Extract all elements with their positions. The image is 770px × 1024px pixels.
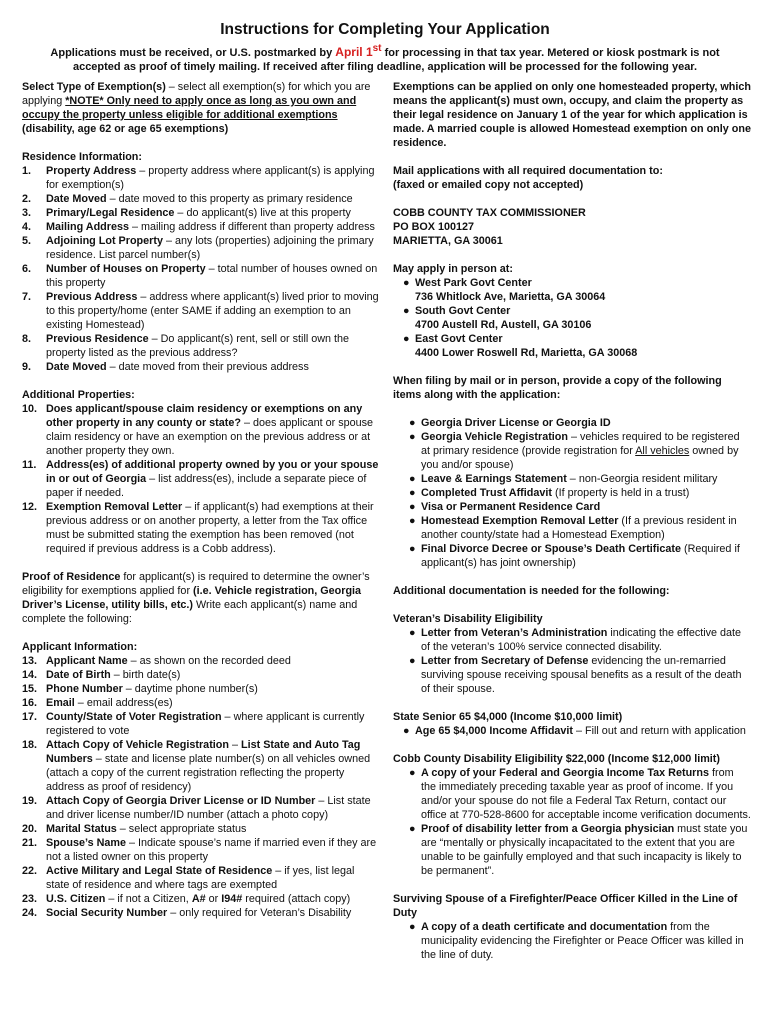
right-column <box>393 80 751 962</box>
veteran-list <box>393 626 751 696</box>
homestead-note: Exemptions can be applied on only one homesteaded property, which means the applicant(s) must own, occupy, and claim the property as their legal residence on January 1 of the year for which application is made. A married couple is allowed Homestead exemption on only one residence. <box>393 81 751 149</box>
item-number: 20. <box>22 823 38 835</box>
disability-list <box>393 766 751 878</box>
item-label: Date Moved <box>46 193 107 205</box>
list-item <box>393 416 751 430</box>
location-address: 4400 Lower Roswell Rd, Marietta, GA 30068 <box>415 347 638 359</box>
list-item <box>22 696 380 710</box>
exemption-type-label: Select Type of Exemption(s) <box>22 81 166 93</box>
item-label: Leave & Earnings Statement <box>421 473 567 485</box>
bullet-icon: ● <box>403 725 410 737</box>
list-item <box>393 724 751 738</box>
item-label: Date of Birth <box>46 669 111 681</box>
list-item <box>22 458 380 500</box>
item-label: Property Address <box>46 165 137 177</box>
bullet-icon: ● <box>409 473 416 485</box>
item-label: Completed Trust Affidavit <box>421 487 552 499</box>
list-item <box>22 892 380 906</box>
item-number: 13. <box>22 655 38 667</box>
item-number: 19. <box>22 795 38 807</box>
item-number: 23. <box>22 893 38 905</box>
deadline-notice <box>32 42 738 74</box>
item-label: Georgia Driver License or Georgia ID <box>421 417 611 429</box>
additional-properties-list <box>22 402 380 556</box>
item-label: Phone Number <box>46 683 123 695</box>
item-text: from the municipality evidencing the Firefighter or Peace Officer was killed in the line of duty. <box>421 921 744 961</box>
list-item <box>22 710 380 738</box>
senior-heading: State Senior 65 $4,000 (Income $10,000 limit) <box>393 711 623 723</box>
item-number: 10. <box>22 403 38 415</box>
item-label: County/State of Voter Registration <box>46 711 222 723</box>
bullet-icon: ● <box>409 627 416 639</box>
list-item <box>22 738 380 794</box>
item-label: Homestead Exemption Removal Letter <box>421 515 619 527</box>
address-line: PO BOX 100127 <box>393 221 475 233</box>
left-column <box>22 80 380 920</box>
item-text-tertiary: required (attach copy) <box>242 893 351 905</box>
bullet-icon: ● <box>409 487 416 499</box>
item-text: – does applicant or spouse claim residency or have an exemption on the previous address or at another property they own. <box>46 417 374 457</box>
item-label: Exemption Removal Letter <box>46 501 183 513</box>
item-text: – List state and driver license number/ID number (attach a photo copy) <box>46 795 371 821</box>
applicant-list <box>22 654 380 920</box>
item-text: – if yes, list legal state of residence and where tags are exempted <box>46 865 355 891</box>
list-item <box>393 654 751 696</box>
bullet-icon: ● <box>409 655 416 667</box>
bullet-icon: ● <box>409 501 416 513</box>
item-label: Applicant Name <box>46 655 128 667</box>
item-text: (Required if applicant(s) has joint ownership) <box>421 543 740 569</box>
item-label: Spouse’s Name <box>46 837 127 849</box>
item-number: 14. <box>22 669 38 681</box>
proof-text: for applicant(s) is required to determine the owner’s eligibility for exemptions applied for <box>22 571 370 597</box>
item-text: – any lots (properties) adjoining the primary residence. List parcel number(s) <box>46 235 374 261</box>
disability-heading: Cobb County Disability Eligibility $22,000 (Income $12,000 limit) <box>393 753 720 765</box>
bullet-icon: ● <box>409 515 416 527</box>
list-item <box>22 164 380 192</box>
proof-of-residence <box>22 570 380 626</box>
item-label: Attach Copy of Vehicle Registration <box>46 739 229 751</box>
item-label: Mailing Address <box>46 221 129 233</box>
exemption-type-extra: (disability, age 62 or age 65 exemptions) <box>22 123 229 135</box>
veteran-heading: Veteran’s Disability Eligibility <box>393 613 543 625</box>
item-text-secondary: or <box>205 893 222 905</box>
list-item <box>393 276 751 304</box>
bullet-icon: ● <box>403 333 410 345</box>
item-text: (If property is held in a trust) <box>551 487 690 499</box>
item-text-secondary: – state and license plate number(s) on all vehicles owned (attach a copy of the current registration reflecting the property address as proof of residency) <box>46 753 371 793</box>
proof-label: Proof of Residence <box>22 571 121 583</box>
bullet-icon: ● <box>409 431 416 443</box>
item-text: – do applicant(s) live at this property <box>174 207 351 219</box>
list-item <box>393 626 751 654</box>
item-label: Attach Copy of Georgia Driver License or ID Number <box>46 795 316 807</box>
item-text: – date moved to this property as primary residence <box>106 193 353 205</box>
item-label-tertiary: I94# <box>221 893 243 905</box>
item-text: – Do applicant(s) rent, sell or still own the property listed as the previous address? <box>46 333 350 359</box>
list-item <box>393 500 751 514</box>
residence-list <box>22 164 380 374</box>
item-text: – birth date(s) <box>110 669 181 681</box>
list-item <box>393 920 751 962</box>
list-item <box>22 290 380 332</box>
list-item <box>22 654 380 668</box>
item-number: 22. <box>22 865 38 877</box>
item-text: – vehicles required to be registered at primary residence (provide registration for <box>421 431 740 457</box>
item-text: – if not a Citizen, <box>105 893 192 905</box>
additional-properties-heading: Additional Properties: <box>22 389 135 401</box>
list-item <box>22 668 380 682</box>
item-label: A copy of a death certificate and documentation <box>421 921 668 933</box>
firefighter-heading: Surviving Spouse of a Firefighter/Peace Officer Killed in the Line of Duty <box>393 893 738 919</box>
item-number: 12. <box>22 501 38 513</box>
location-name: East Govt Center <box>415 333 503 345</box>
item-number: 11. <box>22 459 37 471</box>
item-label: Age 65 $4,000 Income Affidavit <box>415 725 574 737</box>
deadline-text-1: Applications must be received, or U.S. postmarked by <box>50 47 336 59</box>
item-label: Visa or Permanent Residence Card <box>421 501 601 513</box>
bullet-icon: ● <box>403 277 410 289</box>
item-label: Date Moved <box>46 361 107 373</box>
exemption-type-text: – select all exemption(s) for which you are applying <box>22 81 371 107</box>
item-number: 16. <box>22 697 38 709</box>
bullet-icon: ● <box>409 417 416 429</box>
item-text: – select appropriate status <box>116 823 247 835</box>
deadline-date <box>335 45 381 59</box>
mail-note: (faxed or emailed copy not accepted) <box>393 179 584 191</box>
list-item <box>22 836 380 864</box>
mail-intro: Mail applications with all required documentation to: <box>393 165 663 177</box>
item-text: – mailing address if different than property address <box>129 221 375 233</box>
item-number: 3. <box>22 207 32 219</box>
item-number: 18. <box>22 739 38 751</box>
item-text: – list address(es), include a separate piece of paper if needed. <box>46 473 367 499</box>
item-text: from the immediately preceding taxable year as proof of income. If you and/or your spouse do not file a Federal Tax Return, contact our office at 770-528-8600 for acceptable income verification documents. <box>421 767 751 821</box>
item-label: Letter from Veteran’s Administration <box>421 627 608 639</box>
location-address: 736 Whitlock Ave, Marietta, GA 30064 <box>415 291 606 303</box>
list-item <box>393 304 751 332</box>
bullet-icon: ● <box>403 305 410 317</box>
bullet-icon: ● <box>409 921 416 933</box>
item-number: 1. <box>22 165 32 177</box>
item-label: Letter from Secretary of Defense <box>421 655 589 667</box>
item-label: Social Security Number <box>46 907 168 919</box>
location-name: West Park Govt Center <box>415 277 532 289</box>
item-text: – total number of houses owned on this property <box>46 263 378 289</box>
list-item <box>22 192 380 206</box>
senior-list <box>393 724 751 738</box>
item-text: – address where applicant(s) lived prior to moving to this property/home (enter SAME if adding an exemption to an existing Homestead) <box>46 291 379 331</box>
list-item <box>393 822 751 878</box>
item-number: 24. <box>22 907 38 919</box>
item-number: 8. <box>22 333 32 345</box>
additional-docs-heading: Additional documentation is needed for the following: <box>393 585 670 597</box>
item-text: – daytime phone number(s) <box>122 683 258 695</box>
item-label: U.S. Citizen <box>46 893 106 905</box>
list-item <box>22 234 380 262</box>
proof-instruction: Write each applicant(s) name and complete the following: <box>22 599 358 625</box>
list-item <box>393 332 751 360</box>
location-address: 4700 Austell Rd, Austell, GA 30106 <box>415 319 592 331</box>
item-number: 2. <box>22 193 32 205</box>
item-label: Final Divorce Decree or Spouse’s Death Certificate <box>421 543 682 555</box>
locations-list <box>393 276 751 360</box>
item-text: – if applicant(s) had exemptions at their previous address or on another property, a letter from the Tax office must be submitted stating the exemption has been removed (not required if previous address is a Cobb address). <box>46 501 374 555</box>
exemption-type-section <box>22 80 380 136</box>
item-number: 17. <box>22 711 38 723</box>
bullet-icon: ● <box>409 543 416 555</box>
item-label: Active Military and Legal State of Residence <box>46 865 273 877</box>
list-item <box>22 682 380 696</box>
deadline-date-main: April 1 <box>335 45 373 59</box>
in-person-heading: May apply in person at: <box>393 263 513 275</box>
item-label: Proof of disability letter from a Georgia physician <box>421 823 675 835</box>
item-number: 21. <box>22 837 38 849</box>
list-item <box>22 402 380 458</box>
list-item <box>22 332 380 360</box>
bullet-icon: ● <box>409 823 416 835</box>
item-text: – as shown on the recorded deed <box>127 655 291 667</box>
item-label: A copy of your Federal and Georgia Income Tax Returns <box>421 767 709 779</box>
item-text: – where applicant is currently registered to vote <box>46 711 365 737</box>
mailing-address <box>393 206 751 248</box>
item-text: – email address(es) <box>74 697 173 709</box>
address-line: MARIETTA, GA 30061 <box>393 235 503 247</box>
list-item <box>393 486 751 500</box>
item-text: – Fill out and return with application <box>573 725 746 737</box>
list-item <box>393 472 751 486</box>
list-item <box>22 794 380 822</box>
documents-list <box>393 416 751 570</box>
item-text: indicating the effective date of the veteran’s 100% service connected disability. <box>421 627 742 653</box>
item-label: Email <box>46 697 75 709</box>
bullet-icon: ● <box>409 767 416 779</box>
exemption-type-note: *NOTE* Only need to apply once as long as you own and occupy the property unless eligible for additional exemptions <box>22 95 357 121</box>
item-text: – property address where applicant(s) is applying for exemption(s) <box>46 165 375 191</box>
item-number: 6. <box>22 263 32 275</box>
list-item <box>22 220 380 234</box>
list-item <box>22 822 380 836</box>
list-item <box>22 262 380 290</box>
item-label-secondary: A# <box>191 893 206 905</box>
list-item <box>393 542 751 570</box>
list-item <box>22 864 380 892</box>
list-item <box>22 360 380 374</box>
item-label: Georgia Vehicle Registration <box>421 431 569 443</box>
item-label: Number of Houses on Property <box>46 263 206 275</box>
deadline-date-suffix: st <box>372 43 382 54</box>
location-name: South Govt Center <box>415 305 511 317</box>
provide-heading: When filing by mail or in person, provide a copy of the following items along with the application: <box>393 375 722 401</box>
item-number: 15. <box>22 683 38 695</box>
item-text: – date moved from their previous address <box>106 361 309 373</box>
item-number: 9. <box>22 361 32 373</box>
item-label: Previous Address <box>46 291 138 303</box>
list-item <box>393 514 751 542</box>
item-label: Adjoining Lot Property <box>46 235 163 247</box>
item-label: Does applicant/spouse claim residency or exemptions on any other property in any county or state? <box>46 403 363 429</box>
item-text: (If a previous resident in another county/state had a Homestead Exemption) <box>421 515 737 541</box>
item-text: must state you are “mentally or physically incapacitated to the extent that you are unable to be gainfully employed and that such incapacity is likely to be permanent”. <box>421 823 748 877</box>
firefighter-list <box>393 920 751 962</box>
item-text: – only required for Veteran’s Disability <box>167 907 352 919</box>
proof-examples: (i.e. Vehicle registration, Georgia Driver’s License, utility bills, etc.) <box>22 585 362 611</box>
deadline-text-2: for processing in that tax year. Metered or kiosk postmark is not accepted as proof of timely mailing. If received after filing deadline, application will be processed for the following year. <box>72 47 720 73</box>
item-label: Primary/Legal Residence <box>46 207 175 219</box>
list-item <box>22 206 380 220</box>
item-label-secondary: List State and Auto Tag Numbers <box>46 739 361 765</box>
list-item <box>22 906 380 920</box>
item-text: – non-Georgia resident military <box>566 473 718 485</box>
item-text-secondary: owned by you and/or spouse) <box>421 445 739 471</box>
item-emphasis: All vehicles <box>635 445 690 457</box>
item-text: evidencing the un-remarried surviving spouse receiving spousal benefits as a result of the death of their spouse. <box>421 655 742 695</box>
list-item <box>22 500 380 556</box>
residence-heading: Residence Information: <box>22 151 142 163</box>
item-text: – Indicate spouse’s name if married even if they are not a listed owner on this property <box>46 837 377 863</box>
item-number: 7. <box>22 291 32 303</box>
item-label: Address(es) of additional property owned by you or your spouse in or out of Georgia <box>46 459 379 485</box>
item-number: 4. <box>22 221 32 233</box>
page-title: Instructions for Completing Your Application <box>220 21 550 38</box>
list-item <box>393 430 751 472</box>
address-line: COBB COUNTY TAX COMMISSIONER <box>393 207 586 219</box>
list-item <box>393 766 751 822</box>
item-number: 5. <box>22 235 32 247</box>
applicant-heading: Applicant Information: <box>22 641 138 653</box>
item-text: – <box>228 739 241 751</box>
item-label: Previous Residence <box>46 333 149 345</box>
item-label: Marital Status <box>46 823 117 835</box>
